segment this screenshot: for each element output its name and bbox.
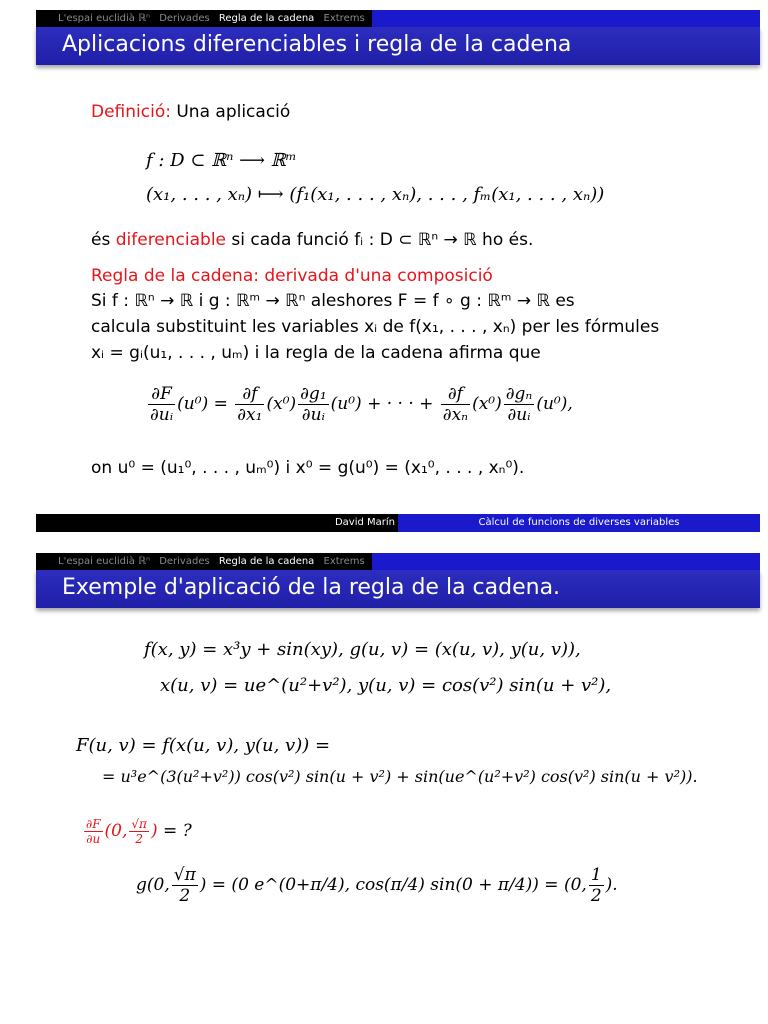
equation-f-g: f(x, y) = x³y + sin(xy), g(u, v) = (x(u, v), y(u, v)), [144,639,581,660]
lhs-num: ∂F [148,384,175,405]
F-line-2: = u³e^(3(u²+v²)) cos(v²) sin(u + v²) + sin(ue^(u²+v²) cos(v²) sin(u + v²)). [102,767,698,786]
g-evaluation [136,865,618,906]
slide-1 [36,10,760,532]
title-bar [36,570,760,608]
t3-arg: (x⁰) [472,394,502,414]
q-den: ∂u [86,832,101,846]
chain-rule-formula [146,384,573,425]
g-mid: ) = (0 e^(0+π/4), cos(π/4) sin(0 + π/4)) = (0, [199,875,587,895]
footer-title: Càlcul de funcions de diverses variables [478,517,680,528]
nav-item-chain-rule[interactable]: Regla de la cadena [218,13,315,24]
map-line-2: (x₁, . . . , xₙ) ⟼ (f₁(x₁, . . . , xₙ), . . . , fₘ(x₁, . . . , xₙ)) [146,184,605,205]
nav-item-euclidean[interactable]: L'espai euclidià ℝⁿ [58,556,150,567]
nav-item-chain-rule[interactable]: Regla de la cadena [218,556,315,567]
lhs-arg: (u⁰) = [177,394,228,414]
q-arg-post: ) [150,821,158,841]
slide-footer [36,514,760,532]
diff-post: si cada funció fᵢ : D ⊂ ℝⁿ → ℝ ho és. [231,230,534,250]
nav-item-extrema[interactable]: Extrems [323,13,365,24]
differentiable-line [91,230,533,250]
nav-item-derivatives[interactable]: Derivades [159,556,210,567]
chain-rule-heading: Regla de la cadena: derivada d'una composició [91,266,493,286]
chain-line-3: xᵢ = gᵢ(u₁, . . . , uₘ) i la regla de la cadena afirma que [91,343,541,363]
definition-text: Una aplicació [176,102,291,122]
where-line: on u⁰ = (u₁⁰, . . . , uₘ⁰) i x⁰ = g(u⁰) = (x₁⁰, . . . , xₙ⁰). [91,458,525,478]
q-arg-pre: (0, [104,821,128,841]
t4-num: ∂gₙ [505,384,533,404]
q-rest: = ? [162,821,192,841]
diff-word: diferenciable [115,230,227,250]
nav-item-derivatives[interactable]: Derivades [159,13,210,24]
q-num: ∂F [86,817,101,831]
chain-line-1: Si f : ℝⁿ → ℝ i g : ℝᵐ → ℝⁿ aleshores F = f ∘ g : ℝᵐ → ℝ es [91,291,575,311]
t3-den: ∂xₙ [442,405,469,425]
t3-num: ∂f [441,384,470,405]
nav-item-euclidean[interactable]: L'espai euclidià ℝⁿ [58,13,150,24]
slide-title: Aplicacions diferenciables i regla de la cadena [62,32,572,57]
g-end: ). [605,875,618,895]
equation-x-y: x(u, v) = ue^(u²+v²), y(u, v) = cos(v²) sin(u + v²), [160,675,612,696]
definition-line [91,102,290,122]
navbar-accent [372,10,760,27]
map-line-1: f : D ⊂ ℝⁿ ⟶ ℝᵐ [146,150,297,171]
q-sqrt: √π [131,817,147,831]
g-den2: 2 [590,886,602,906]
footer-author: David Marín [334,517,395,528]
definition-label: Definició: [91,102,171,122]
t2-den: ∂uᵢ [301,405,325,425]
t1-den: ∂x₁ [237,405,263,425]
g-num: √π [173,865,196,885]
slide-2 [36,553,760,1013]
section-navbar [36,553,760,570]
t2-arg: (u⁰) + · · · + [330,394,434,414]
F-line-1: F(u, v) = f(x(u, v), y(u, v)) = [76,735,331,756]
t4-den: ∂uᵢ [507,405,531,425]
slide-title: Exemple d'aplicació de la regla de la cadena. [62,575,561,600]
q-two: 2 [135,832,143,846]
chain-line-2: calcula substituint les variables xᵢ de f(x₁, . . . , xₙ) per les fórmules [91,317,660,337]
t1-arg: (x⁰) [266,394,297,414]
section-navbar [36,10,760,27]
nav-item-extrema[interactable]: Extrems [323,556,365,567]
t4-arg: (u⁰), [536,394,573,414]
question-line [82,817,192,846]
lhs-den: ∂uᵢ [150,405,174,425]
diff-pre: és [91,230,111,250]
navbar-accent [372,553,760,570]
title-bar [36,27,760,65]
g-num2: 1 [590,865,602,885]
g-den: 2 [179,886,191,906]
t1-num: ∂f [235,384,264,405]
g-pre: g(0, [136,875,170,895]
t2-num: ∂g₁ [300,384,327,404]
